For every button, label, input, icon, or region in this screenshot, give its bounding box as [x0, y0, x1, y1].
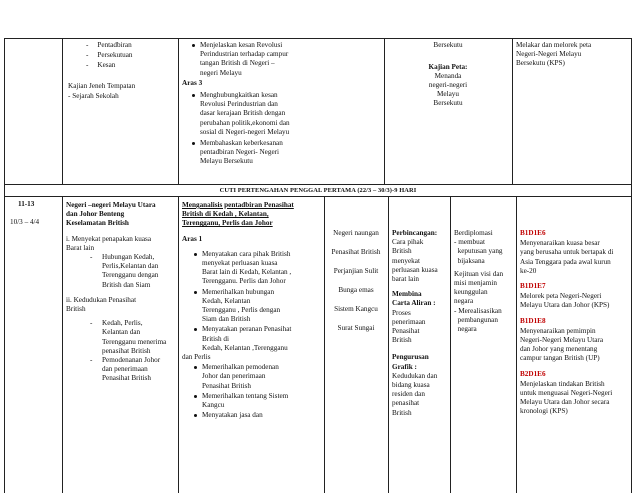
perbincangan-line: perluasan kuasa [392, 265, 438, 274]
objective-line: negeri Melayu [200, 68, 242, 77]
skill-code: B2D1E6 [520, 369, 546, 378]
value-line: pembangunan [454, 315, 498, 324]
kajian-peta-line-1: Menanda [434, 72, 462, 80]
subtopic-item-line: Kedah, Perlis, [102, 319, 143, 328]
objective-line: Menyatakan peranan Penasihat [202, 325, 292, 334]
bullet-icon [192, 44, 195, 47]
value-line: misi menjamin [454, 279, 497, 287]
topic-title-line: Keselamatan British [66, 219, 129, 228]
skill-line: ke-20 [520, 266, 537, 275]
col-divider-4-top [512, 38, 513, 184]
skill-line: campur tangan British (UP) [520, 354, 600, 363]
perbincangan-label: Perbincangan: [392, 229, 438, 237]
keyword-item: Penasihat British [331, 248, 381, 256]
value-line: negara [454, 325, 477, 333]
aras-label: Aras 3 [182, 78, 203, 87]
topic-title-line: dan Johor Benteng [66, 210, 125, 219]
table-top-border [4, 38, 632, 39]
value-line: keputusan yang [454, 247, 503, 256]
dash-item-3: - Kesan [86, 61, 116, 69]
objective-line: Menghubungkaitkan kesan [200, 91, 278, 99]
skill-line: Melayu Utara dan Johor (KPS) [520, 301, 610, 310]
grafik-label: Grafik : [392, 362, 417, 371]
bullet-icon [194, 414, 197, 417]
value-line: Berdiplomasi [454, 229, 493, 237]
skill-line: kronologi (KPS) [520, 407, 568, 416]
bullet-icon [192, 94, 195, 97]
dash-icon: - [90, 253, 93, 261]
objective-line: Kedah, Kelantan ,Terengganu [202, 343, 288, 352]
keyword-item: Perjanjian Sulit [333, 267, 379, 275]
membina-label: Membina [392, 290, 422, 299]
value-line: - Merealisasikan [454, 306, 502, 315]
kps-line-2: Negeri-Negeri Melayu [516, 50, 582, 58]
objective-heading-line: Menganalisis pentadbiran Penasihat [182, 201, 294, 209]
bullet-icon [194, 253, 197, 256]
objective-line: Kangcu [202, 401, 225, 409]
week-label: 11-13 [18, 200, 35, 208]
col-divider-1 [62, 196, 63, 493]
carta-line: Penasihat [392, 327, 420, 335]
objective-line: Kedah, Kelantan [202, 296, 251, 305]
kps-line-3: Bersekutu (KPS) [516, 59, 565, 67]
subtopic-ii-line: British [66, 305, 86, 313]
subtopic-item-line: Terengganu menerima [102, 337, 167, 346]
col-divider-2 [178, 196, 179, 493]
grafik-line: bidang kuasa [392, 381, 430, 389]
carta-line: British [392, 336, 412, 345]
objective-line: perubahan politik,ekonomi dan [200, 118, 290, 127]
dash-item-2: - Persekutuan [86, 51, 133, 59]
subtopic-item-line: Pemodenanan Johor [102, 356, 161, 364]
carta-line: Proses [392, 308, 411, 317]
subtopic-item-line: Terengganu dengan [102, 271, 159, 280]
value-line: keunggulan [454, 288, 488, 297]
col-divider-4 [388, 196, 389, 493]
objective-line: Menyatakan jasa dan [202, 411, 263, 420]
left-border [4, 38, 5, 493]
skill-code: B1D1E7 [520, 282, 546, 290]
subtopic-ii-line: ii. Kedudukan Penasihat [66, 295, 137, 304]
objective-line: Barat lain di Kedah, Kelantan , [202, 268, 292, 277]
subtopic-item-line: penasihat British [102, 346, 151, 355]
skill-code: B1D1E6 [520, 229, 546, 237]
skill-line: Melorek peta Negeri-Negeri [520, 292, 602, 301]
objective-line: Terengganu , Perlis dengan [202, 306, 281, 314]
skill-line: Menjelaskan tindakan British [520, 379, 605, 388]
skill-line: Menyenaraikan pemimpin [520, 326, 596, 335]
subtopic-item-line: Hubungan Kedah, [102, 253, 155, 261]
skill-line: yang berusaha untuk bertapak di [520, 248, 614, 257]
value-line: negara [454, 297, 474, 306]
objective-line: Melayu Bersekutu [200, 157, 253, 166]
subtopic-item-line: Kelantan dan [102, 328, 141, 337]
subtopic-i-line: i. Menyekat penapakan kuasa [66, 234, 152, 243]
col-divider-3-top [384, 38, 385, 184]
grafik-line: residen dan [392, 390, 425, 399]
objective-line: pentadbiran Negeri- Negeri [200, 148, 280, 157]
objective-line: Terengganu. Perlis dan Johor [202, 277, 286, 286]
objective-line: tangan British di Negeri – [200, 59, 275, 68]
subtopic-item-line: Penasihat British [102, 374, 151, 383]
objective-line: sosial di Negeri-negeri Melayu [200, 127, 290, 136]
grafik-line: Kedudukan dan [392, 371, 438, 380]
col-divider-2-top [178, 38, 179, 184]
perbincangan-line: menyekat [392, 256, 420, 265]
bullet-icon [194, 328, 197, 331]
objective-line: dasar kerajaan British dengan [200, 109, 286, 118]
dash-icon: - [90, 356, 93, 364]
kajian-peta-line-3: Melayu [437, 90, 459, 98]
date-range: 10/3 – 4/4 [10, 218, 40, 226]
carta-label: Carta Aliran : [392, 299, 436, 308]
objective-line: dan Perlis [182, 353, 211, 361]
banner-bottom-border [4, 196, 632, 197]
keyword-item: Negeri naungan [333, 229, 379, 237]
aras-label: Aras 1 [182, 234, 203, 243]
grafik-line: British [392, 408, 412, 417]
objective-line: Penasihat British [202, 381, 251, 390]
bersekutu-text: Bersekutu [433, 41, 463, 49]
skill-code: B1D1E8 [520, 316, 546, 325]
subtopic-item-line: Perlis,Kelantan dan [102, 262, 159, 271]
objective-line: Memerihalkan tentang Sistem [202, 391, 289, 400]
col-divider-5 [450, 196, 451, 493]
kajian-peta-line-2: negeri-negeri [428, 81, 468, 89]
subtopic-item-line: dan penerimaan [102, 365, 148, 374]
subtopic-i-line: Barat lain [66, 243, 95, 252]
value-line: Kejituan visi dan [454, 269, 504, 278]
skill-line: Asia Tenggara pada awal kurun [520, 257, 611, 266]
skill-line: dan Johor yang menentang [520, 345, 598, 354]
objective-heading-line: British di Kedah , Kelantan, [182, 210, 269, 219]
objective-line: Memerihalkan hubungan [202, 287, 275, 296]
bullet-icon [194, 366, 197, 369]
topic-title-line: Negeri –negeri Melayu Utara [66, 201, 156, 209]
objective-line: Revolusi Perindustrian dan [200, 100, 278, 109]
kajian-note-1: Kajian Jeneh Tempatan [68, 82, 136, 90]
value-line: bijaksana [454, 256, 485, 265]
objective-line: menyekat perluasan kuasa [202, 259, 278, 267]
banner-top-border [4, 184, 632, 185]
dash-item-1: - Pentadbiran [86, 41, 132, 49]
kajian-peta-label: Kajian Peta: [428, 63, 468, 71]
lesson-plan-table [4, 38, 632, 493]
pengurusan-label: Pengurusan [392, 353, 429, 362]
kps-line-1: Melakar dan melorek peta [516, 41, 592, 49]
perbincangan-line: Cara pihak [392, 238, 424, 247]
dash-icon: - [90, 319, 93, 328]
perbincangan-line: barat lain [392, 275, 419, 283]
objective-line: Johor dan penerimaan [202, 372, 266, 381]
objective-line: Memerihalkan pemodenan [202, 363, 279, 372]
carta-line: penerimaan [392, 317, 426, 326]
objective-line: Menyatakan cara pihak British [202, 249, 291, 258]
keyword-item: Surat Sungai [337, 324, 375, 332]
col-divider-3 [324, 196, 325, 493]
kajian-note-2: - Sejarah Sekolah [68, 92, 119, 100]
col-divider-1-top [62, 38, 63, 184]
grafik-line: penasihat [392, 399, 420, 408]
objective-line: Menjelaskan kesan Revolusi [200, 41, 283, 49]
objective-heading-line: Terengganu, Perlis dan Johor [182, 219, 273, 228]
objective-line: Perindustrian terhadap campur [200, 50, 289, 59]
skill-line: Negeri-Negeri Melayu Utara [520, 336, 604, 344]
objective-line: Siam dan British [202, 315, 251, 324]
subtopic-item-line: British dan Siam [102, 280, 151, 289]
bullet-icon [194, 395, 197, 398]
bullet-icon [192, 142, 195, 145]
kajian-peta-line-4: Bersekutu [433, 99, 463, 107]
perbincangan-line: British [392, 247, 412, 256]
objective-line: Membahaskan keberkesanan [200, 139, 283, 147]
right-border [631, 38, 632, 493]
skill-line: Melayu Utara dan Johor secara [520, 398, 610, 407]
skill-line: untuk menguasai Negeri-Negeri [520, 389, 613, 397]
holiday-banner: CUTI PERTENGAHAN PENGGAL PERTAMA (22/3 – 30/3)-9 HARI [219, 186, 417, 194]
keyword-item: Sistem Kangcu [334, 305, 378, 313]
bullet-icon [194, 291, 197, 294]
objective-line: British di [202, 334, 229, 343]
keyword-item: Bunga emas [338, 286, 374, 294]
skill-line: Menyenaraikan kuasa besar [520, 239, 600, 248]
col-divider-6 [516, 196, 517, 493]
value-line: - membuat [454, 238, 485, 247]
